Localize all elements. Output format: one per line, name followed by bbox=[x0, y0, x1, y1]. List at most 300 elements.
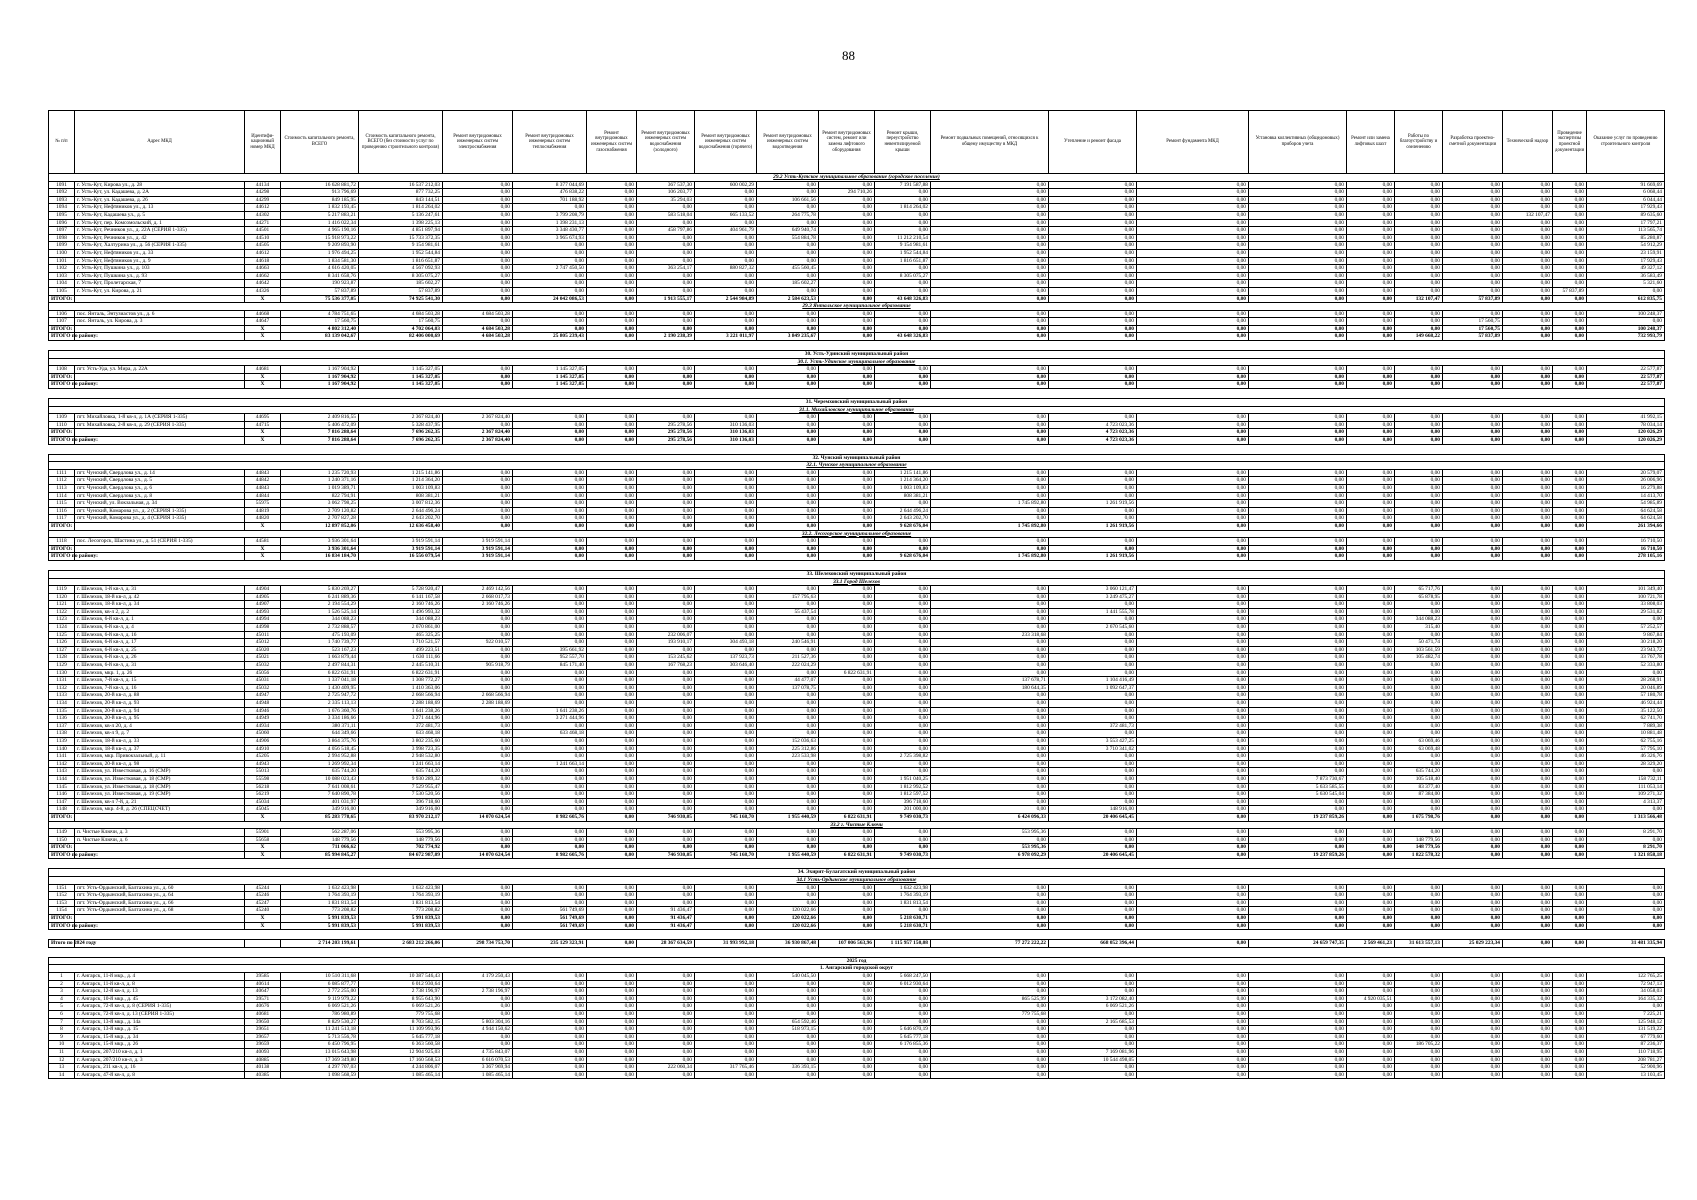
value-cell: 0,00 bbox=[1395, 196, 1443, 204]
value-cell: 0,00 bbox=[1049, 829, 1137, 837]
address-cell: г. Ангарск, 47-й кв-л, д. 8 bbox=[75, 1071, 245, 1079]
address-cell: г. Ангарск, 211 кв-л, д. 16 bbox=[75, 1064, 245, 1072]
value-cell: 0,00 bbox=[1049, 272, 1137, 280]
value-cell: 0,00 bbox=[587, 586, 637, 594]
value-cell: 0,00 bbox=[1503, 429, 1553, 437]
value-cell: 0,00 bbox=[443, 608, 513, 616]
value-cell: 0,00 bbox=[443, 469, 513, 477]
value-cell: 0,00 bbox=[587, 227, 637, 235]
value-cell: 0,00 bbox=[757, 798, 819, 806]
value-cell: 0,00 bbox=[1443, 586, 1503, 594]
value-cell: 0,00 bbox=[695, 272, 757, 280]
value-cell: 0,00 bbox=[587, 1033, 637, 1041]
value-cell: 0,00 bbox=[637, 836, 695, 844]
value-cell: 0,00 bbox=[1503, 366, 1553, 374]
table-row bbox=[49, 715, 1665, 723]
value-cell: 0,00 bbox=[695, 730, 757, 738]
value-cell: 0,00 bbox=[819, 366, 875, 374]
value-cell: 2 668 017,73 bbox=[443, 593, 513, 601]
spacer-row bbox=[49, 444, 1665, 454]
value-cell: 3 007 812,36 bbox=[359, 500, 443, 508]
value-cell: 0,00 bbox=[1503, 1056, 1553, 1064]
value-cell: 2 670 545,60 bbox=[1049, 624, 1137, 632]
value-cell: 0,00 bbox=[1443, 722, 1503, 730]
value-cell: 0,00 bbox=[757, 373, 819, 381]
value-cell: 0,00 bbox=[587, 700, 637, 708]
value-cell: 2 643 202,70 bbox=[359, 515, 443, 523]
value-cell: 0,00 bbox=[757, 538, 819, 546]
value-cell: 0,00 bbox=[1395, 892, 1443, 900]
value-cell: 7 529 955,47 bbox=[359, 783, 443, 791]
value-cell: 185 602,27 bbox=[757, 280, 819, 288]
value-cell: 745 168,70 bbox=[695, 851, 757, 859]
value-cell: 3 802 235,60 bbox=[359, 737, 443, 745]
value-cell: 0,00 bbox=[513, 973, 587, 981]
value-cell: 0,00 bbox=[1347, 325, 1395, 333]
address-cell: г. Шелехов, 20-й кв-л, д. 93 bbox=[75, 700, 245, 708]
value-cell: 0,00 bbox=[1137, 1048, 1249, 1056]
value-cell: 0,00 bbox=[637, 287, 695, 295]
value-cell: 0,00 bbox=[1249, 624, 1347, 632]
value-cell: 0,00 bbox=[875, 318, 931, 326]
value-cell: 0,00 bbox=[695, 980, 757, 988]
value-cell: 0,00 bbox=[1249, 1071, 1347, 1079]
row-number: ИТОГО: bbox=[49, 522, 75, 530]
value-cell: 0,00 bbox=[875, 421, 931, 429]
value-cell: 7 889,38 bbox=[1587, 722, 1665, 730]
value-cell: 0,00 bbox=[1553, 280, 1587, 288]
row-number: 6 bbox=[49, 1010, 75, 1018]
value-cell: 0,00 bbox=[819, 601, 875, 609]
district-total-row bbox=[49, 553, 1665, 561]
value-cell: 0,00 bbox=[1137, 654, 1249, 662]
value-cell: 103 561,59 bbox=[1395, 646, 1443, 654]
address-cell: г. Шелехов, 18-й кв-л, д. 37 bbox=[75, 745, 245, 753]
value-cell: 1 831 813,54 bbox=[875, 899, 931, 907]
value-cell: 101 349,40 bbox=[1587, 586, 1665, 594]
value-cell: 0,00 bbox=[443, 522, 513, 530]
value-cell: 0,00 bbox=[587, 437, 637, 445]
value-cell: 264 775,78 bbox=[757, 211, 819, 219]
value-cell: 4 784 751,65 bbox=[281, 310, 359, 318]
value-cell: 0,00 bbox=[875, 601, 931, 609]
value-cell: 4 723 023,36 bbox=[1049, 429, 1137, 437]
value-cell: 10 510 311,68 bbox=[281, 973, 359, 981]
value-cell: 1 630 111,66 bbox=[359, 654, 443, 662]
value-cell: 0,00 bbox=[1137, 477, 1249, 485]
address-cell bbox=[75, 851, 245, 859]
value-cell: 0,00 bbox=[1395, 189, 1443, 197]
value-cell: 0,00 bbox=[587, 545, 637, 553]
value-cell: 0,00 bbox=[513, 242, 587, 250]
value-cell: 0,00 bbox=[931, 421, 1049, 429]
value-cell: 0,00 bbox=[931, 730, 1049, 738]
value-cell: 0,00 bbox=[819, 1048, 875, 1056]
value-cell: 0,00 bbox=[875, 211, 931, 219]
value-cell: 2 544 984,89 bbox=[695, 295, 757, 303]
value-cell: 0,00 bbox=[1049, 265, 1137, 273]
value-cell: 13 103,45 bbox=[1587, 1071, 1665, 1079]
address-cell: пгт. Усть-Ордынский, Балтахина ул., д. 68 bbox=[75, 907, 245, 915]
row-number: 3 bbox=[49, 988, 75, 996]
value-cell: 0,00 bbox=[1443, 545, 1503, 553]
value-cell: 0,00 bbox=[1503, 234, 1553, 242]
value-cell: 3 998 723,35 bbox=[359, 745, 443, 753]
table-row bbox=[49, 1041, 1665, 1049]
value-cell: 0,00 bbox=[695, 791, 757, 799]
value-cell: 0,00 bbox=[1249, 545, 1347, 553]
value-cell: 0,00 bbox=[819, 775, 875, 783]
value-cell: 310 136,03 bbox=[695, 421, 757, 429]
value-cell: 0,00 bbox=[1587, 669, 1665, 677]
value-cell: 0,00 bbox=[637, 1033, 695, 1041]
row-number: 1102 bbox=[49, 265, 75, 273]
id-cell: 44843 bbox=[245, 484, 281, 492]
value-cell: 0,00 bbox=[931, 265, 1049, 273]
value-cell: 0,00 bbox=[1137, 272, 1249, 280]
value-cell: 57 837,89 bbox=[359, 287, 443, 295]
table-row bbox=[49, 189, 1665, 197]
table-row bbox=[49, 280, 1665, 288]
value-cell: 3 249 475,27 bbox=[1049, 593, 1137, 601]
value-cell: 0,00 bbox=[695, 922, 757, 930]
table-row bbox=[49, 692, 1665, 700]
value-cell: 0,00 bbox=[637, 507, 695, 515]
value-cell: 0,00 bbox=[443, 624, 513, 632]
value-cell: 0,00 bbox=[695, 196, 757, 204]
value-cell: 0,00 bbox=[587, 601, 637, 609]
value-cell: 0,00 bbox=[1553, 700, 1587, 708]
value-cell: 0,00 bbox=[819, 1033, 875, 1041]
value-cell: 0,00 bbox=[443, 227, 513, 235]
value-cell: 0,00 bbox=[757, 692, 819, 700]
table-row bbox=[49, 722, 1665, 730]
value-cell: 0,00 bbox=[1503, 692, 1553, 700]
value-cell: 0,00 bbox=[513, 631, 587, 639]
value-cell: 0,00 bbox=[757, 204, 819, 212]
value-cell: 0,00 bbox=[1347, 813, 1395, 821]
value-cell: 6 822 631,91 bbox=[281, 669, 359, 677]
value-cell: 0,00 bbox=[1443, 624, 1503, 632]
value-cell: 2 643 202,70 bbox=[875, 515, 931, 523]
value-cell: 7 640 890,78 bbox=[281, 791, 359, 799]
value-cell: 3 919 591,14 bbox=[443, 553, 513, 561]
address-cell bbox=[75, 437, 245, 445]
value-cell: 0,00 bbox=[1443, 616, 1503, 624]
value-cell: 82 406 000,69 bbox=[359, 333, 443, 341]
value-cell: 0,00 bbox=[875, 325, 931, 333]
value-cell: 0,00 bbox=[1503, 507, 1553, 515]
value-cell: 0,00 bbox=[1395, 806, 1443, 814]
value-cell: 553 995,36 bbox=[359, 829, 443, 837]
value-cell: 3 062 798,25 bbox=[281, 500, 359, 508]
value-cell: 0,00 bbox=[757, 257, 819, 265]
value-cell: 1 526 525,14 bbox=[281, 608, 359, 616]
value-cell: 0,00 bbox=[1503, 899, 1553, 907]
id-cell: 44663 bbox=[245, 265, 281, 273]
value-cell: 0,00 bbox=[931, 1018, 1049, 1026]
id-cell: X bbox=[245, 851, 281, 859]
value-cell: 54 912,29 bbox=[1587, 242, 1665, 250]
value-cell: 3 936 301,64 bbox=[281, 545, 359, 553]
value-cell: 0,00 bbox=[1553, 437, 1587, 445]
region-title-text: 32. Чунский муниципальный район bbox=[49, 454, 1665, 462]
value-cell: 0,00 bbox=[695, 783, 757, 791]
value-cell: 2 732 888,57 bbox=[281, 624, 359, 632]
address-cell: г. Шелехов, 6-й кв-л, д. 16 bbox=[75, 631, 245, 639]
value-cell: 0,00 bbox=[819, 318, 875, 326]
value-cell: 149 668,22 bbox=[1395, 333, 1443, 341]
value-cell: 0,00 bbox=[1443, 421, 1503, 429]
value-cell: 0,00 bbox=[931, 700, 1049, 708]
row-number: 1143 bbox=[49, 768, 75, 776]
value-cell: 0,00 bbox=[1137, 1071, 1249, 1079]
value-cell: 0,00 bbox=[513, 988, 587, 996]
value-cell: 0,00 bbox=[587, 616, 637, 624]
row-number: 1134 bbox=[49, 700, 75, 708]
value-cell: 0,00 bbox=[931, 806, 1049, 814]
table-row bbox=[49, 1010, 1665, 1018]
value-cell: 0,00 bbox=[513, 783, 587, 791]
value-cell: 0,00 bbox=[757, 437, 819, 445]
value-cell: 0,00 bbox=[1347, 745, 1395, 753]
value-cell: 540 045,50 bbox=[757, 973, 819, 981]
value-cell: 773 208,82 bbox=[281, 907, 359, 915]
value-cell: 0,00 bbox=[819, 414, 875, 422]
value-cell: 1 710 521,57 bbox=[359, 639, 443, 647]
value-cell: 0,00 bbox=[695, 806, 757, 814]
value-cell: 0,00 bbox=[1347, 421, 1395, 429]
value-cell: 0,00 bbox=[1249, 318, 1347, 326]
value-cell: 0,00 bbox=[443, 798, 513, 806]
address-cell: г. Ангарск, 72-й кв-л, д. 8 (СЕРИЯ 1-335) bbox=[75, 1003, 245, 1011]
value-cell: 0,00 bbox=[1137, 1033, 1249, 1041]
value-cell: 0,00 bbox=[1443, 469, 1503, 477]
id-cell bbox=[245, 940, 281, 948]
value-cell: 0,00 bbox=[513, 484, 587, 492]
value-cell: 4 802 312,40 bbox=[281, 325, 359, 333]
value-cell: 0,00 bbox=[875, 760, 931, 768]
value-cell: 1 261 919,56 bbox=[1049, 522, 1137, 530]
value-cell: 649 940,74 bbox=[757, 227, 819, 235]
value-cell: 0,00 bbox=[513, 249, 587, 257]
value-cell: 0,00 bbox=[1347, 1010, 1395, 1018]
section-title-text: 34.1 Усть-Ордынское муниципальное образование bbox=[49, 877, 1665, 885]
value-cell: 83 377,40 bbox=[1395, 783, 1443, 791]
value-cell: 0,00 bbox=[1249, 227, 1347, 235]
value-cell: 0,00 bbox=[587, 211, 637, 219]
value-cell: 0,00 bbox=[1049, 669, 1137, 677]
id-cell: 44820 bbox=[245, 515, 281, 523]
value-cell: 0,00 bbox=[1137, 1026, 1249, 1034]
value-cell: 0,00 bbox=[695, 829, 757, 837]
value-cell: 0,00 bbox=[637, 646, 695, 654]
value-cell: 0,00 bbox=[757, 492, 819, 500]
value-cell: 0,00 bbox=[931, 722, 1049, 730]
value-cell: 0,00 bbox=[1443, 677, 1503, 685]
value-cell: 0,00 bbox=[931, 492, 1049, 500]
value-cell: 0,00 bbox=[1249, 280, 1347, 288]
value-cell: 0,00 bbox=[513, 437, 587, 445]
value-cell: 0,00 bbox=[1553, 500, 1587, 508]
value-cell: 41 992,15 bbox=[1587, 414, 1665, 422]
spacer-row bbox=[49, 560, 1665, 570]
id-cell: 45045 bbox=[245, 806, 281, 814]
value-cell: 0,00 bbox=[819, 730, 875, 738]
value-cell: 2 160 746,26 bbox=[443, 601, 513, 609]
value-cell: 5 217 883,21 bbox=[281, 211, 359, 219]
value-cell: 0,00 bbox=[819, 272, 875, 280]
value-cell: 0,00 bbox=[1049, 492, 1137, 500]
value-cell: 17 560,75 bbox=[1443, 325, 1503, 333]
value-cell: 0,00 bbox=[931, 414, 1049, 422]
value-cell: 0,00 bbox=[1503, 204, 1553, 212]
value-cell: 0,00 bbox=[1553, 768, 1587, 776]
value-cell: 57 837,89 bbox=[1443, 295, 1503, 303]
value-cell: 0,00 bbox=[1049, 768, 1137, 776]
value-cell: 0,00 bbox=[757, 624, 819, 632]
address-cell bbox=[75, 522, 245, 530]
value-cell: 7 641 008,61 bbox=[281, 783, 359, 791]
value-cell: 0,00 bbox=[1503, 783, 1553, 791]
value-cell: 16 710,50 bbox=[1587, 545, 1665, 553]
value-cell: 0,00 bbox=[1049, 280, 1137, 288]
value-cell: 0,00 bbox=[1249, 196, 1347, 204]
id-cell: X bbox=[245, 545, 281, 553]
value-cell: 0,00 bbox=[513, 608, 587, 616]
value-cell: 0,00 bbox=[1347, 669, 1395, 677]
value-cell: 0,00 bbox=[587, 915, 637, 923]
value-cell: 0,00 bbox=[1049, 295, 1137, 303]
value-cell: 1 215 141,86 bbox=[359, 469, 443, 477]
value-cell: 261 394,66 bbox=[1587, 522, 1665, 530]
row-number: 1138 bbox=[49, 730, 75, 738]
value-cell: 849 185,95 bbox=[281, 196, 359, 204]
value-cell: 0,00 bbox=[1395, 753, 1443, 761]
value-cell: 2 335 113,13 bbox=[281, 700, 359, 708]
value-cell: 0,00 bbox=[637, 783, 695, 791]
value-cell: 7 191 587,88 bbox=[875, 181, 931, 189]
value-cell: 0,00 bbox=[1137, 500, 1249, 508]
value-cell: 17 929,43 bbox=[1587, 204, 1665, 212]
value-cell: 0,00 bbox=[1049, 257, 1137, 265]
value-cell: 0,00 bbox=[757, 1048, 819, 1056]
value-cell: 0,00 bbox=[1553, 381, 1587, 389]
value-cell: 0,00 bbox=[443, 272, 513, 280]
value-cell: 0,00 bbox=[1137, 775, 1249, 783]
row-number: 1130 bbox=[49, 669, 75, 677]
value-cell: 1 764 393,19 bbox=[281, 892, 359, 900]
value-cell: 4 567 092,93 bbox=[359, 265, 443, 273]
value-cell: 0,00 bbox=[1553, 844, 1587, 852]
table-row bbox=[49, 1064, 1665, 1072]
id-cell: 44134 bbox=[245, 181, 281, 189]
value-cell: 0,00 bbox=[1249, 484, 1347, 492]
value-cell: 0,00 bbox=[1249, 1064, 1347, 1072]
row-number: 1115 bbox=[49, 500, 75, 508]
value-cell: 158 732,11 bbox=[1587, 775, 1665, 783]
value-cell: 0,00 bbox=[1137, 586, 1249, 594]
column-header: Разработка проектно-сметной документации bbox=[1443, 111, 1503, 174]
id-cell: 44299 bbox=[245, 196, 281, 204]
value-cell: 0,00 bbox=[819, 995, 875, 1003]
value-cell: 0,00 bbox=[1395, 707, 1443, 715]
value-cell: 476 838,22 bbox=[513, 189, 587, 197]
value-cell: 5 646 870,19 bbox=[875, 1026, 931, 1034]
value-cell: 0,00 bbox=[587, 421, 637, 429]
column-header: Ремонт фундамента МКД bbox=[1137, 111, 1249, 174]
value-cell: 0,00 bbox=[637, 484, 695, 492]
row-number: ИТОГО по району: bbox=[49, 553, 75, 561]
value-cell: 1 003 109,83 bbox=[359, 484, 443, 492]
value-cell: 12 897 852,06 bbox=[281, 522, 359, 530]
value-cell: 1 641 238,26 bbox=[359, 707, 443, 715]
value-cell: 0,00 bbox=[1443, 522, 1503, 530]
value-cell: 0,00 bbox=[1249, 287, 1347, 295]
value-cell: 0,00 bbox=[1553, 1018, 1587, 1026]
value-cell: 0,00 bbox=[1443, 437, 1503, 445]
value-cell: 554 884,78 bbox=[757, 234, 819, 242]
value-cell: 0,00 bbox=[587, 884, 637, 892]
value-cell: 1 745 892,80 bbox=[931, 500, 1049, 508]
value-cell: 0,00 bbox=[1049, 211, 1137, 219]
value-cell: 0,00 bbox=[695, 1003, 757, 1011]
value-cell: 1 812 597,52 bbox=[875, 791, 931, 799]
value-cell: 0,00 bbox=[1249, 437, 1347, 445]
value-cell: 0,00 bbox=[1249, 995, 1347, 1003]
value-cell: 0,00 bbox=[443, 373, 513, 381]
address-cell: г. Усть-Кут, Нефтяников ул., д. 9 bbox=[75, 257, 245, 265]
value-cell: 6 616 070,53 bbox=[443, 1056, 513, 1064]
value-cell: 0,00 bbox=[1553, 1010, 1587, 1018]
value-cell: 0,00 bbox=[587, 318, 637, 326]
id-cell: 39659 bbox=[245, 1041, 281, 1049]
value-cell: 0,00 bbox=[1553, 492, 1587, 500]
id-cell: 45021 bbox=[245, 654, 281, 662]
region-title-text: 34. Эхирит-Булагатский муниципальный район bbox=[49, 869, 1665, 877]
value-cell: 1 816 651,87 bbox=[359, 257, 443, 265]
value-cell: 0,00 bbox=[637, 829, 695, 837]
value-cell: 0,00 bbox=[695, 753, 757, 761]
value-cell: 0,00 bbox=[819, 1026, 875, 1034]
row-number: 1122 bbox=[49, 608, 75, 616]
value-cell: 0,00 bbox=[1249, 373, 1347, 381]
value-cell: 0,00 bbox=[757, 775, 819, 783]
value-cell: 0,00 bbox=[1553, 189, 1587, 197]
id-cell: 44943 bbox=[245, 760, 281, 768]
value-cell: 0,00 bbox=[931, 515, 1049, 523]
value-cell: 0,00 bbox=[637, 1041, 695, 1049]
id-cell: 40093 bbox=[245, 1048, 281, 1056]
value-cell: 0,00 bbox=[1049, 1071, 1137, 1079]
value-cell: 0,00 bbox=[587, 257, 637, 265]
value-cell: 0,00 bbox=[1503, 988, 1553, 996]
value-cell: 1 085 465,14 bbox=[359, 1071, 443, 1079]
value-cell: 0,00 bbox=[637, 715, 695, 723]
value-cell: 0,00 bbox=[819, 768, 875, 776]
value-cell: 0,00 bbox=[1347, 654, 1395, 662]
value-cell: 0,00 bbox=[819, 234, 875, 242]
value-cell: 4 702 064,03 bbox=[359, 325, 443, 333]
value-cell: 0,00 bbox=[875, 692, 931, 700]
value-cell: 6 176 855,36 bbox=[875, 1041, 931, 1049]
value-cell: 1 145 327,05 bbox=[359, 381, 443, 389]
value-cell: 0,00 bbox=[1443, 1026, 1503, 1034]
value-cell: 0,00 bbox=[1137, 730, 1249, 738]
value-cell: 0,00 bbox=[931, 295, 1049, 303]
value-cell: 0,00 bbox=[637, 257, 695, 265]
value-cell: 0,00 bbox=[1503, 730, 1553, 738]
